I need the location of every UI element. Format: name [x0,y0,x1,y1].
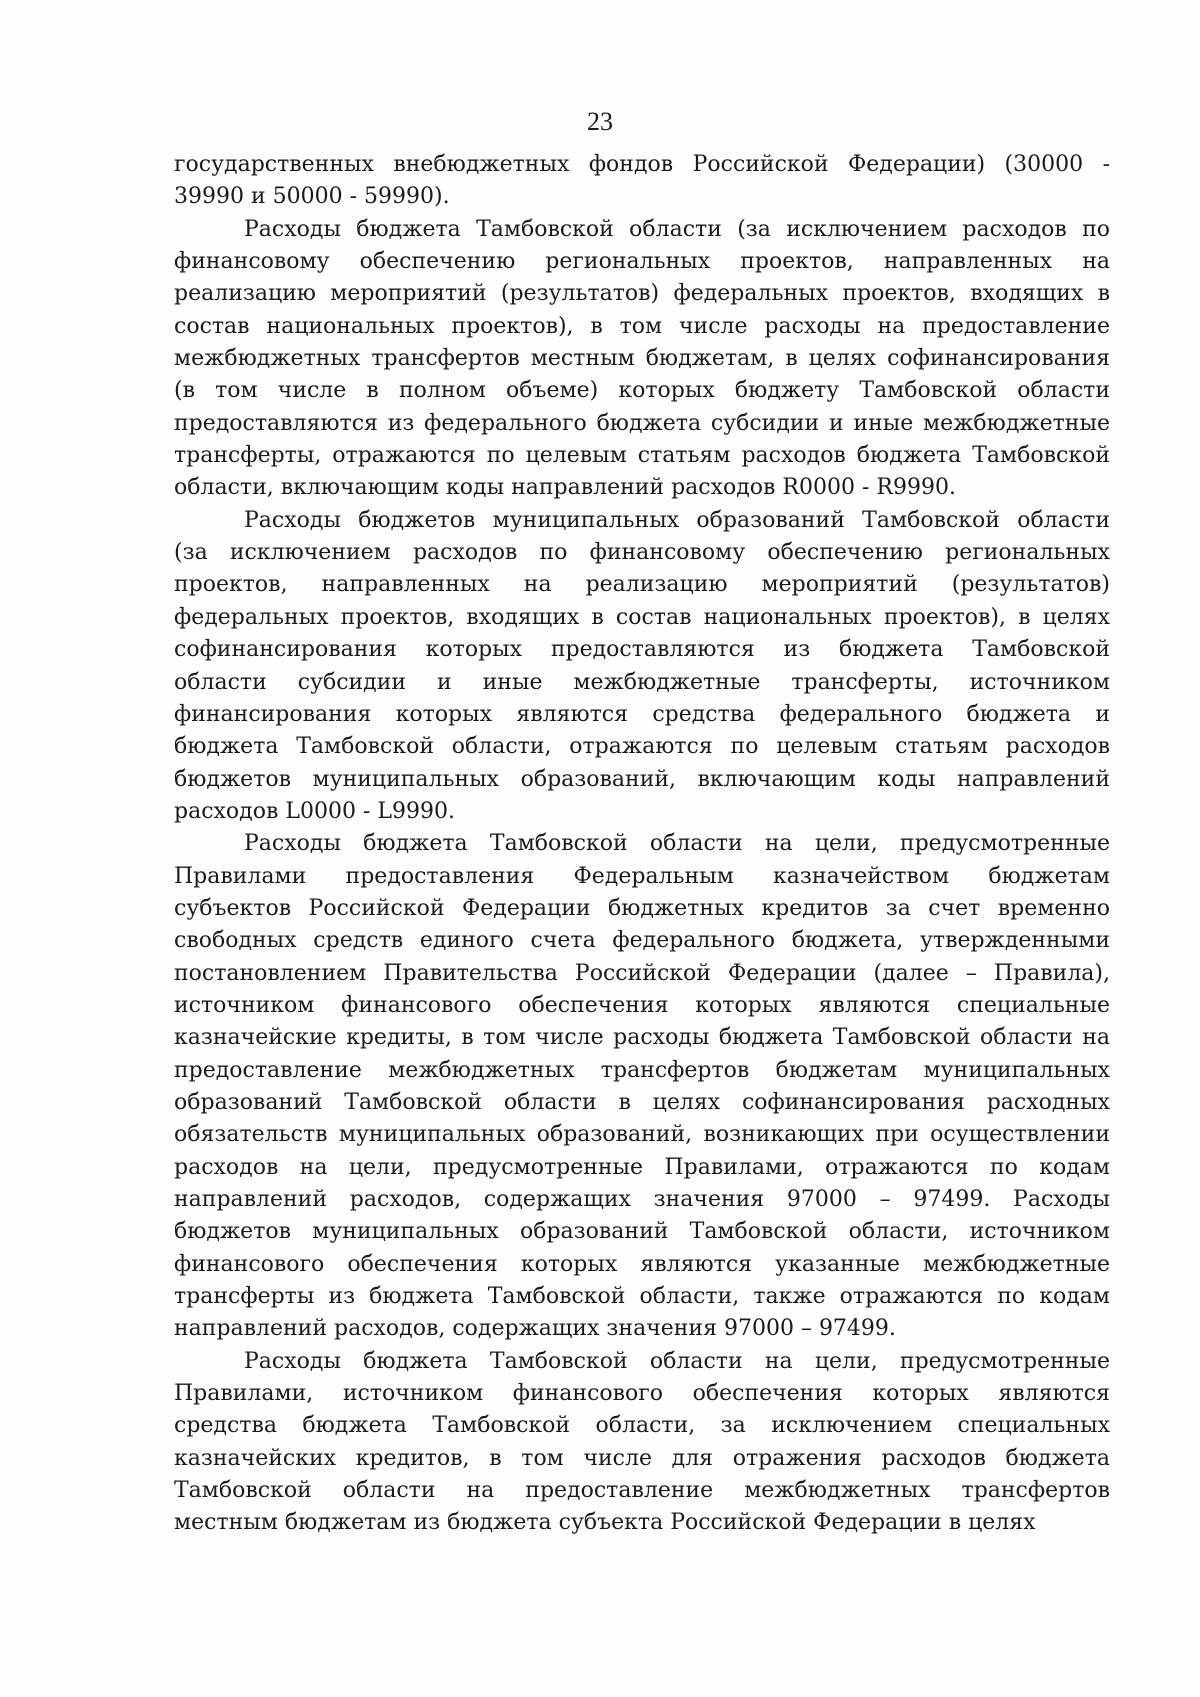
text-line: казначейских кредитов, в том числе для отражения расходов бюджета [174,1445,1110,1471]
text-line: трансферты, отражаются по целевым статьям расходов бюджета Тамбовской [174,443,1110,469]
text-line: реализацию мероприятий (результатов) федеральных проектов, входящих в [174,281,1110,307]
paragraph [174,214,1110,505]
paragraph [174,505,1110,828]
text-line: Расходы бюджета Тамбовской области на цели, предусмотренные [244,831,1110,857]
text-line: межбюджетных трансфертов местным бюджетам, в целях софинансирования [174,346,1110,372]
text-line: местным бюджетам из бюджета субъекта Российской Федерации в целях [174,1510,1036,1536]
text-line: трансферты из бюджета Тамбовской области, также отражаются по кодам [174,1284,1110,1310]
text-line: (за исключением расходов по финансовому обеспечению региональных [174,540,1110,566]
text-line: области субсидии и иные межбюджетные трансферты, источником [174,669,1110,695]
text-line: проектов, направленных на реализацию мероприятий (результатов) [174,572,1110,598]
text-line: Правилами предоставления Федеральным казначейством бюджетам [174,863,1110,889]
text-line: расходов на цели, предусмотренные Правилами, отражаются по кодам [174,1154,1110,1180]
text-line: направлений расходов, содержащих значения 97000 – 97499. Расходы [174,1187,1110,1212]
text-line: предоставляются из федерального бюджета субсидии и иные межбюджетные [174,410,1110,436]
text-line: бюджета Тамбовской области, отражаются по целевым статьям расходов [174,734,1110,760]
text-line: расходов L0000 - L9990. [174,798,455,824]
document-body [174,149,1110,1540]
text-line: источником финансового обеспечения которых являются специальные [174,992,1110,1018]
text-line: 39990 и 50000 - 59990). [174,184,450,210]
text-line: постановлением Правительства Российской Федерации (далее – Правила), [174,960,1110,986]
text-line: софинансирования которых предоставляются из бюджета Тамбовской [174,637,1110,663]
text-line: обязательств муниципальных образований, возникающих при осуществлении [174,1122,1110,1148]
text-line: Расходы бюджета Тамбовской области на цели, предусмотренные [244,1348,1110,1374]
text-line: субъектов Российской Федерации бюджетных кредитов за счет временно [174,895,1110,921]
text-line: состав национальных проектов), в том числе расходы на предоставление [174,313,1110,339]
text-line: финансовому обеспечению региональных проектов, направленных на [174,249,1110,275]
page-number: 23 [587,107,613,136]
text-line: казначейские кредиты, в том числе расходы бюджета Тамбовской области на [174,1025,1110,1051]
text-line: финансового обеспечения которых являются указанные межбюджетные [174,1251,1110,1277]
text-line: (в том числе в полном объеме) которых бюджету Тамбовской области [174,378,1110,404]
text-line: средства бюджета Тамбовской области, за исключением специальных [174,1413,1110,1439]
paragraph [174,828,1110,1346]
text-line: Расходы бюджета Тамбовской области (за исключением расходов по [244,216,1110,242]
text-line: Тамбовской области на предоставление межбюджетных трансфертов [174,1478,1110,1504]
text-line: Правилами, источником финансового обеспечения которых являются [174,1381,1110,1407]
paragraph [174,1346,1110,1540]
text-line: бюджетов муниципальных образований, включающим коды направлений [174,766,1110,792]
text-line: Расходы бюджетов муниципальных образований Тамбовской области [244,507,1110,533]
text-line: свободных средств единого счета федерального бюджета, утвержденными [174,928,1110,954]
text-line: государственных внебюджетных фондов Российской Федерации) (30000 - [174,152,1110,177]
text-line: финансирования которых являются средства федерального бюджета и [174,701,1110,727]
text-line: федеральных проектов, входящих в состав национальных проектов), в целях [174,604,1110,630]
paragraph [174,149,1110,214]
text-line: области, включающим коды направлений расходов R0000 - R9990. [174,475,956,501]
text-line: образований Тамбовской области в целях софинансирования расходных [174,1089,1110,1115]
text-line: бюджетов муниципальных образований Тамбовской области, источником [174,1219,1110,1245]
text-line: направлений расходов, содержащих значения 97000 – 97499. [174,1316,896,1342]
text-line: предоставление межбюджетных трансфертов бюджетам муниципальных [174,1057,1110,1083]
